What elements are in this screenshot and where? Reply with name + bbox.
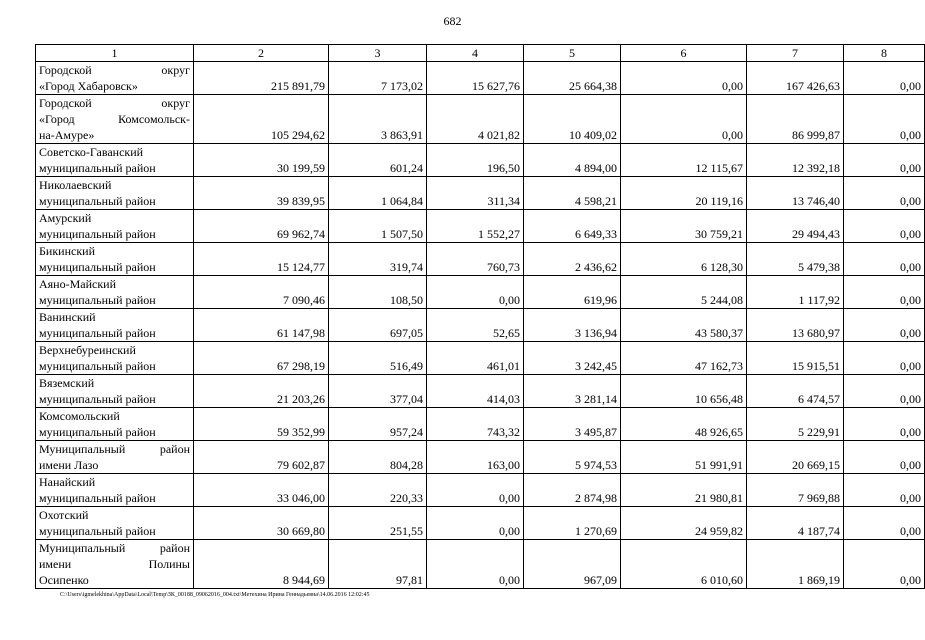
- column-header: 6: [621, 45, 747, 62]
- value-cell: 5 974,53: [524, 441, 621, 474]
- value-cell: 0,00: [844, 540, 925, 589]
- value-cell: 601,24: [329, 144, 427, 177]
- table-row: [36, 243, 925, 276]
- row-name-line: Муниципальный район: [39, 541, 190, 555]
- row-name-line: муниципальный район: [39, 161, 156, 175]
- table-row: [36, 95, 925, 144]
- row-name-line: Советско-Гаванский: [39, 145, 144, 159]
- value-cell: 48 926,65: [621, 408, 747, 441]
- row-name-cell: [36, 177, 194, 210]
- value-cell: 24 959,82: [621, 507, 747, 540]
- value-cell: 760,73: [427, 243, 524, 276]
- row-name-line: муниципальный район: [39, 293, 156, 307]
- value-cell: 0,00: [844, 375, 925, 408]
- row-name-cell: [36, 342, 194, 375]
- value-cell: 5 479,38: [747, 243, 844, 276]
- value-cell: 0,00: [844, 408, 925, 441]
- value-cell: 2 436,62: [524, 243, 621, 276]
- row-name-line: «Город Хабаровск»: [39, 79, 138, 93]
- row-name-cell: [36, 95, 194, 144]
- row-name-cell: [36, 309, 194, 342]
- value-cell: 0,00: [844, 276, 925, 309]
- value-cell: 6 474,57: [747, 375, 844, 408]
- row-name-line: муниципальный район: [39, 425, 156, 439]
- value-cell: 1 507,50: [329, 210, 427, 243]
- row-name-line: Муниципальный район: [39, 442, 190, 456]
- value-cell: 67 298,19: [194, 342, 329, 375]
- table-row: [36, 441, 925, 474]
- row-name-cell: [36, 474, 194, 507]
- value-cell: 15 124,77: [194, 243, 329, 276]
- value-cell: 13 746,40: [747, 177, 844, 210]
- row-name-line: муниципальный район: [39, 491, 156, 505]
- value-cell: 3 863,91: [329, 95, 427, 144]
- value-cell: 1 064,84: [329, 177, 427, 210]
- row-name-line: Городской округ: [39, 96, 190, 110]
- table-row: [36, 62, 925, 95]
- row-name-line: Ванинский: [39, 310, 96, 324]
- value-cell: 5 244,08: [621, 276, 747, 309]
- value-cell: 697,05: [329, 309, 427, 342]
- row-name-line: Верхнебуреинский: [39, 343, 136, 357]
- value-cell: 311,34: [427, 177, 524, 210]
- row-name-line: Охотский: [39, 508, 89, 522]
- value-cell: 0,00: [844, 507, 925, 540]
- row-name-cell: [36, 243, 194, 276]
- row-name-cell: [36, 441, 194, 474]
- column-header: 3: [329, 45, 427, 62]
- value-cell: 39 839,95: [194, 177, 329, 210]
- value-cell: 6 649,33: [524, 210, 621, 243]
- row-name-line: Нанайский: [39, 475, 96, 489]
- row-name-line: «Город Комсомольск-: [39, 112, 190, 126]
- value-cell: 251,55: [329, 507, 427, 540]
- row-name-cell: [36, 375, 194, 408]
- value-cell: 0,00: [621, 62, 747, 95]
- row-name-line: имени Полины: [39, 557, 190, 571]
- value-cell: 0,00: [844, 474, 925, 507]
- row-name-cell: [36, 276, 194, 309]
- value-cell: 21 203,26: [194, 375, 329, 408]
- table-row: [36, 210, 925, 243]
- value-cell: 15 627,76: [427, 62, 524, 95]
- value-cell: 0,00: [844, 309, 925, 342]
- row-name-cell: [36, 62, 194, 95]
- value-cell: 69 962,74: [194, 210, 329, 243]
- value-cell: 47 162,73: [621, 342, 747, 375]
- value-cell: 0,00: [844, 342, 925, 375]
- column-header: 7: [747, 45, 844, 62]
- row-name-cell: [36, 144, 194, 177]
- value-cell: 43 580,37: [621, 309, 747, 342]
- value-cell: 30 199,59: [194, 144, 329, 177]
- value-cell: 4 021,82: [427, 95, 524, 144]
- table-row: [36, 144, 925, 177]
- value-cell: 215 891,79: [194, 62, 329, 95]
- file-path-footer: C:\Users\igmelekhina\AppData\Local\Temp\ЗК_00188_09062016_004.txt\Метехина Ирина Геннадьевна\14.06.2016 12:02:45: [60, 592, 370, 598]
- table-row: [36, 540, 925, 589]
- value-cell: 0,00: [427, 474, 524, 507]
- value-cell: 0,00: [844, 144, 925, 177]
- value-cell: 7 173,02: [329, 62, 427, 95]
- value-cell: 619,96: [524, 276, 621, 309]
- row-name-line: муниципальный район: [39, 227, 156, 241]
- value-cell: 743,32: [427, 408, 524, 441]
- value-cell: 4 598,21: [524, 177, 621, 210]
- table-row: [36, 474, 925, 507]
- value-cell: 105 294,62: [194, 95, 329, 144]
- table-row: [36, 276, 925, 309]
- value-cell: 59 352,99: [194, 408, 329, 441]
- value-cell: 3 136,94: [524, 309, 621, 342]
- value-cell: 377,04: [329, 375, 427, 408]
- value-cell: 319,74: [329, 243, 427, 276]
- column-header: 8: [844, 45, 925, 62]
- value-cell: 8 944,69: [194, 540, 329, 589]
- row-name-line: Вяземский: [39, 376, 95, 390]
- row-name-cell: [36, 507, 194, 540]
- value-cell: 0,00: [844, 441, 925, 474]
- value-cell: 6 010,60: [621, 540, 747, 589]
- table-row: [36, 342, 925, 375]
- value-cell: 10 656,48: [621, 375, 747, 408]
- value-cell: 2 874,98: [524, 474, 621, 507]
- column-header: 1: [36, 45, 194, 62]
- value-cell: 61 147,98: [194, 309, 329, 342]
- value-cell: 12 115,67: [621, 144, 747, 177]
- row-name-line: Комсомольский: [39, 409, 120, 423]
- table-row: [36, 177, 925, 210]
- row-name-line: муниципальный район: [39, 326, 156, 340]
- page-number: 682: [443, 14, 462, 28]
- value-cell: 33 046,00: [194, 474, 329, 507]
- value-cell: 7 969,88: [747, 474, 844, 507]
- table-row: [36, 375, 925, 408]
- value-cell: 0,00: [427, 540, 524, 589]
- value-cell: 967,09: [524, 540, 621, 589]
- value-cell: 97,81: [329, 540, 427, 589]
- value-cell: 957,24: [329, 408, 427, 441]
- value-cell: 1 552,27: [427, 210, 524, 243]
- column-header: 5: [524, 45, 621, 62]
- row-name-line: Амурский: [39, 211, 92, 225]
- row-name-line: на-Амуре»: [39, 128, 95, 142]
- row-name-line: Николаевский: [39, 178, 112, 192]
- value-cell: 0,00: [844, 95, 925, 144]
- value-cell: 86 999,87: [747, 95, 844, 144]
- table-row: [36, 408, 925, 441]
- column-header: 4: [427, 45, 524, 62]
- table-body: [36, 62, 925, 589]
- value-cell: 12 392,18: [747, 144, 844, 177]
- value-cell: 52,65: [427, 309, 524, 342]
- row-name-cell: [36, 408, 194, 441]
- row-name-line: муниципальный район: [39, 260, 156, 274]
- value-cell: 21 980,81: [621, 474, 747, 507]
- value-cell: 3 281,14: [524, 375, 621, 408]
- row-name-cell: [36, 540, 194, 589]
- value-cell: 10 409,02: [524, 95, 621, 144]
- value-cell: 20 119,16: [621, 177, 747, 210]
- value-cell: 196,50: [427, 144, 524, 177]
- value-cell: 51 991,91: [621, 441, 747, 474]
- table-row: [36, 309, 925, 342]
- value-cell: 0,00: [844, 62, 925, 95]
- value-cell: 6 128,30: [621, 243, 747, 276]
- value-cell: 4 187,74: [747, 507, 844, 540]
- value-cell: 804,28: [329, 441, 427, 474]
- value-cell: 220,33: [329, 474, 427, 507]
- value-cell: 29 494,43: [747, 210, 844, 243]
- budget-table: [35, 44, 925, 589]
- value-cell: 0,00: [844, 210, 925, 243]
- value-cell: 461,01: [427, 342, 524, 375]
- value-cell: 3 495,87: [524, 408, 621, 441]
- value-cell: 30 759,21: [621, 210, 747, 243]
- value-cell: 0,00: [844, 177, 925, 210]
- row-name-line: муниципальный район: [39, 194, 156, 208]
- value-cell: 0,00: [621, 95, 747, 144]
- value-cell: 1 869,19: [747, 540, 844, 589]
- value-cell: 30 669,80: [194, 507, 329, 540]
- value-cell: 25 664,38: [524, 62, 621, 95]
- value-cell: 5 229,91: [747, 408, 844, 441]
- row-name-line: имени Лазо: [39, 458, 99, 472]
- row-name-line: муниципальный район: [39, 359, 156, 373]
- value-cell: 15 915,51: [747, 342, 844, 375]
- value-cell: 20 669,15: [747, 441, 844, 474]
- value-cell: 3 242,45: [524, 342, 621, 375]
- value-cell: 1 270,69: [524, 507, 621, 540]
- row-name-line: муниципальный район: [39, 524, 156, 538]
- row-name-line: Осипенко: [39, 573, 89, 587]
- table-header-row: [36, 45, 925, 62]
- value-cell: 516,49: [329, 342, 427, 375]
- value-cell: 414,03: [427, 375, 524, 408]
- value-cell: 108,50: [329, 276, 427, 309]
- value-cell: 0,00: [844, 243, 925, 276]
- value-cell: 0,00: [427, 276, 524, 309]
- value-cell: 0,00: [427, 507, 524, 540]
- value-cell: 167 426,63: [747, 62, 844, 95]
- value-cell: 163,00: [427, 441, 524, 474]
- table-row: [36, 507, 925, 540]
- value-cell: 13 680,97: [747, 309, 844, 342]
- value-cell: 4 894,00: [524, 144, 621, 177]
- row-name-line: Аяно-Майский: [39, 277, 117, 291]
- row-name-line: Городской округ: [39, 63, 190, 77]
- value-cell: 7 090,46: [194, 276, 329, 309]
- value-cell: 79 602,87: [194, 441, 329, 474]
- row-name-line: муниципальный район: [39, 392, 156, 406]
- value-cell: 1 117,92: [747, 276, 844, 309]
- column-header: 2: [194, 45, 329, 62]
- row-name-cell: [36, 210, 194, 243]
- row-name-line: Бикинский: [39, 244, 95, 258]
